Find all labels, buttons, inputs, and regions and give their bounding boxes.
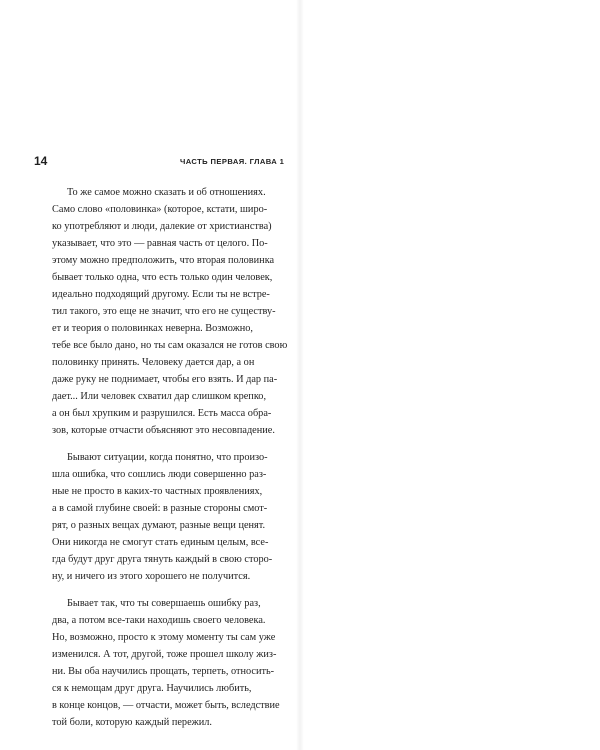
text-line: бывает только одна, что есть только один человек, — [52, 272, 273, 283]
text-line: половинку принять. Человеку дается дар, а он — [52, 357, 255, 368]
text-line: дает... Или человек схватил дар слишком крепко, — [52, 391, 267, 402]
right-page — [300, 0, 600, 750]
text-line: Они никогда не смогут стать единым целым, все- — [52, 537, 269, 548]
text-line: Бывают ситуации, когда понятно, что произо- — [67, 452, 268, 463]
text-line: ет и теория о половинках неверна. Возможно, — [52, 323, 253, 334]
text-line: тил такого, это еще не значит, что его не существу- — [52, 306, 276, 317]
left-page-number: 14 — [34, 154, 48, 168]
left-page-body — [52, 184, 288, 731]
text-line: ся к немощам друг друга. Научились любить, — [52, 683, 252, 694]
text-line: То же самое можно сказать и об отношениях. — [67, 187, 266, 198]
paragraph — [52, 595, 282, 731]
paragraph — [52, 184, 288, 439]
text-line: зов, которые отчасти объясняют это несовпадение. — [52, 425, 275, 436]
left-running-head: ЧАСТЬ ПЕРВАЯ. ГЛАВА 1 — [180, 157, 285, 166]
text-line: ни. Вы оба научились прощать, терпеть, относить- — [52, 666, 275, 677]
text-line: идеально подходящий другому. Если ты не встре- — [52, 289, 270, 300]
text-line: изменился. А тот, другой, тоже прошел школу жиз- — [52, 649, 277, 660]
text-line: Само слово «половинка» (которое, кстати, широ- — [52, 204, 268, 215]
text-line: а в самой глубине своей: в разные стороны смот- — [52, 503, 268, 514]
text-line: ко употребляют и люди, далекие от христианства) — [52, 221, 272, 232]
text-line: шла ошибка, что сошлись люди совершенно раз- — [52, 469, 267, 480]
text-line: ну, и ничего из этого хорошего не получится. — [52, 571, 251, 582]
text-line: рят, о разных вещах думают, разные вещи ценят. — [52, 520, 266, 531]
text-line: два, а потом все-таки находишь своего человека. — [52, 615, 266, 626]
text-line: этому можно предположить, что вторая половинка — [52, 255, 275, 266]
text-line: тебе все было дано, но ты сам оказался не готов свою — [52, 340, 288, 351]
text-line: Но, возможно, просто к этому моменту ты сам уже — [52, 632, 276, 643]
text-line: а он был хрупким и разрушился. Есть масса обра- — [52, 408, 272, 419]
text-line: той боли, которую каждый пережил. — [52, 717, 212, 728]
text-line: Бывает так, что ты совершаешь ошибку раз, — [67, 598, 261, 609]
text-line: указывает, что это — равная часть от целого. По- — [52, 238, 268, 249]
text-line: ные не просто в каких-то частных проявлениях, — [52, 486, 263, 497]
paragraph — [52, 449, 282, 585]
text-line: гда будут друг друга тянуть каждый в свою сторо- — [52, 554, 273, 565]
text-line: в конце концов, — отчасти, может быть, вследствие — [52, 700, 280, 711]
text-line: даже руку не поднимает, чтобы его взять. И дар па- — [52, 374, 278, 385]
